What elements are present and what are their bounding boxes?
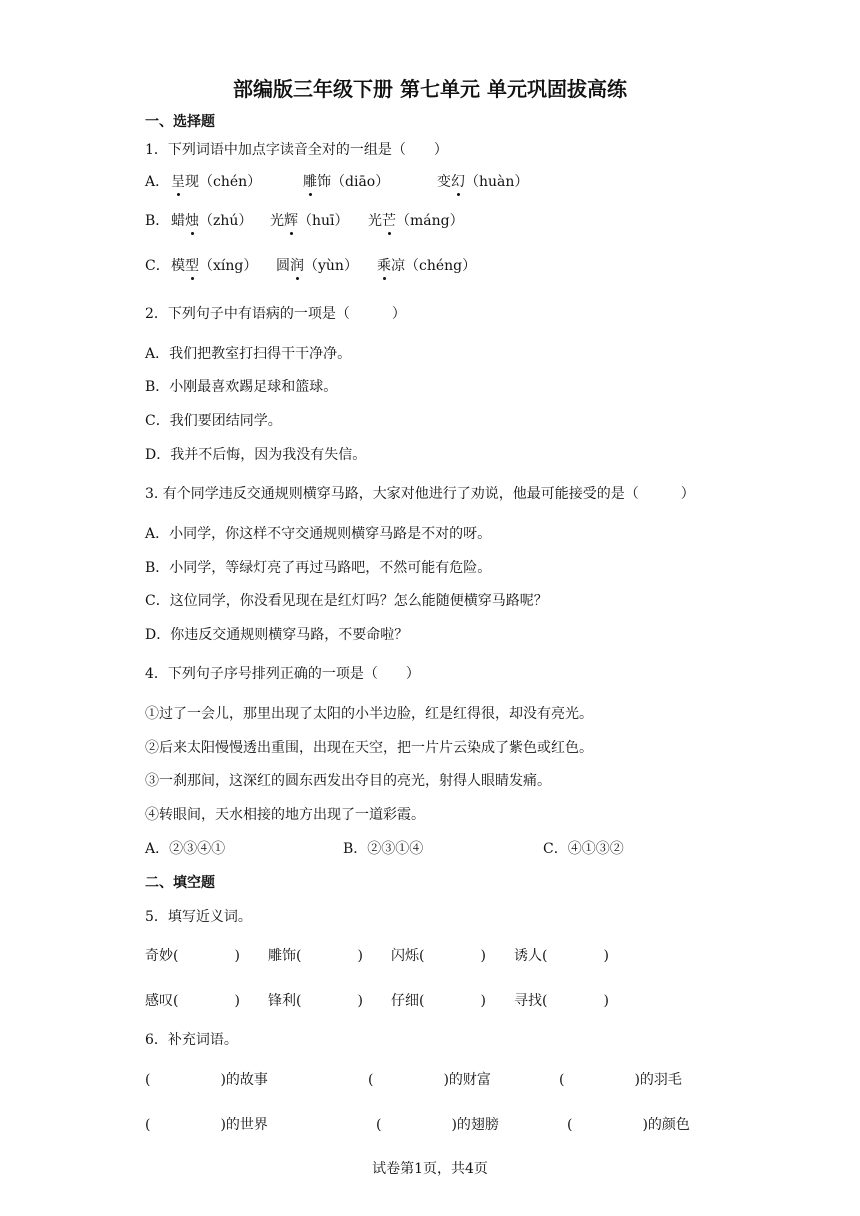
q4-option-b: B．②③①④: [343, 841, 424, 857]
q5-blank: 诱人( ): [514, 948, 609, 964]
pinyin: （yùn）: [304, 258, 358, 274]
q1-option-b-label: B．: [145, 213, 170, 229]
dotted-char: 辉: [284, 213, 298, 229]
dotted-char: 型: [185, 258, 199, 274]
q1-option-a-label: A．: [145, 174, 170, 190]
question-2-stem: 2．下列句子中有语病的一项是（ ）: [145, 306, 406, 322]
q6-blank: ( )的翅膀: [376, 1117, 499, 1133]
page-footer: 试卷第1页，共4页: [372, 1161, 488, 1177]
pinyin: （máng）: [396, 213, 464, 229]
q3-option-b: B．小同学，等绿灯亮了再过马路吧，不然可能有危险。: [145, 560, 492, 576]
q5-blank: 雕饰( ): [268, 948, 363, 964]
q1-option-c-word2: [276, 257, 358, 275]
question-3-stem: 3. 有个同学违反交通规则横穿马路，大家对他进行了劝说，他最可能接受的是（ ）: [145, 486, 695, 502]
q1-option-c-word3: [377, 257, 476, 275]
page-title: 部编版三年级下册 第七单元 单元巩固拔高练: [233, 77, 627, 101]
dotted-char: 雕: [303, 174, 317, 190]
q1-option-a-word3: [437, 173, 528, 191]
question-6-stem: 6．补充词语。: [145, 1032, 238, 1048]
section-fill: 二、填空题: [145, 875, 215, 891]
q1-option-a-word2: [303, 173, 389, 191]
q3-option-d: D．你违反交通规则横穿马路，不要命啦？: [145, 627, 409, 643]
q5-blank: 寻找( ): [514, 993, 609, 1009]
pinyin: （huī）: [298, 213, 349, 229]
plain-char: 变: [437, 174, 451, 190]
q4-sentence-3: ③一刹那间，这深红的圆东西发出夺目的亮光，射得人眼睛发痛。: [145, 773, 551, 789]
q6-blank: ( )的故事: [145, 1072, 268, 1088]
pinyin: （xíng）: [199, 258, 258, 274]
q4-option-a: A．②③④①: [145, 841, 226, 857]
question-5-stem: 5．填写近义词。: [145, 909, 252, 925]
q1-option-a-word1: [171, 173, 261, 191]
q3-option-a: A．小同学，你这样不守交通规则横穿马路是不对的呀。: [145, 526, 492, 542]
q2-option-b: B．小刚最喜欢踢足球和篮球。: [145, 379, 338, 395]
question-1-stem: 1．下列词语中加点字读音全对的一组是（ ）: [145, 142, 448, 158]
q2-option-c: C．我们要团结同学。: [145, 413, 282, 429]
q6-blank: ( )的羽毛: [559, 1072, 682, 1088]
plain-char: 圆: [276, 258, 290, 274]
pinyin: （zhú）: [199, 213, 253, 229]
dotted-char: 呈: [171, 174, 185, 190]
q1-option-b-word2: [270, 212, 349, 230]
q6-blank: ( )的世界: [145, 1117, 268, 1133]
pinyin: 饰（diāo）: [317, 174, 390, 190]
q4-sentence-2: ②后来太阳慢慢透出重围，出现在天空，把一片片云染成了紫色或红色。: [145, 740, 593, 756]
plain-char: 光: [368, 213, 382, 229]
dotted-char: 幻: [451, 174, 465, 190]
q1-option-b-word3: [368, 212, 464, 230]
q5-blank: 锋利( ): [268, 993, 363, 1009]
question-4-stem: 4．下列句子序号排列正确的一项是（ ）: [145, 666, 420, 682]
plain-char: 模: [171, 258, 185, 274]
q5-blank: 闪烁( ): [391, 948, 486, 964]
q2-option-a: A．我们把教室打扫得干干净净。: [145, 346, 352, 362]
pinyin: 现（chén）: [185, 174, 262, 190]
q6-blank: ( )的颜色: [567, 1117, 690, 1133]
pinyin: 凉（chéng）: [391, 258, 477, 274]
q4-sentence-1: ①过了一会儿，那里出现了太阳的小半边脸，红是红得很，却没有亮光。: [145, 706, 593, 722]
q5-blank: 感叹( ): [145, 993, 240, 1009]
q5-blank: 仔细( ): [391, 993, 486, 1009]
q1-option-c-word1: [171, 257, 257, 275]
plain-char: 光: [270, 213, 284, 229]
q3-option-c: C．这位同学，你没看见现在是红灯吗？怎么能随便横穿马路呢？: [145, 593, 548, 609]
plain-char: 蜡: [171, 213, 185, 229]
q1-option-b-word1: [171, 212, 252, 230]
q5-blank: 奇妙( ): [145, 948, 240, 964]
q6-blank: ( )的财富: [368, 1072, 491, 1088]
q4-option-c: C．④①③②: [543, 841, 624, 857]
dotted-char: 芒: [382, 213, 396, 229]
q1-option-c-label: C．: [145, 258, 170, 274]
q2-option-d: D．我并不后悔，因为我没有失信。: [145, 447, 367, 463]
dotted-char: 乘: [377, 258, 391, 274]
section-choice: 一、选择题: [145, 114, 215, 130]
q4-sentence-4: ④转眼间，天水相接的地方出现了一道彩霞。: [145, 807, 425, 823]
dotted-char: 润: [290, 258, 304, 274]
dotted-char: 烛: [185, 213, 199, 229]
pinyin: （huàn）: [465, 174, 529, 190]
